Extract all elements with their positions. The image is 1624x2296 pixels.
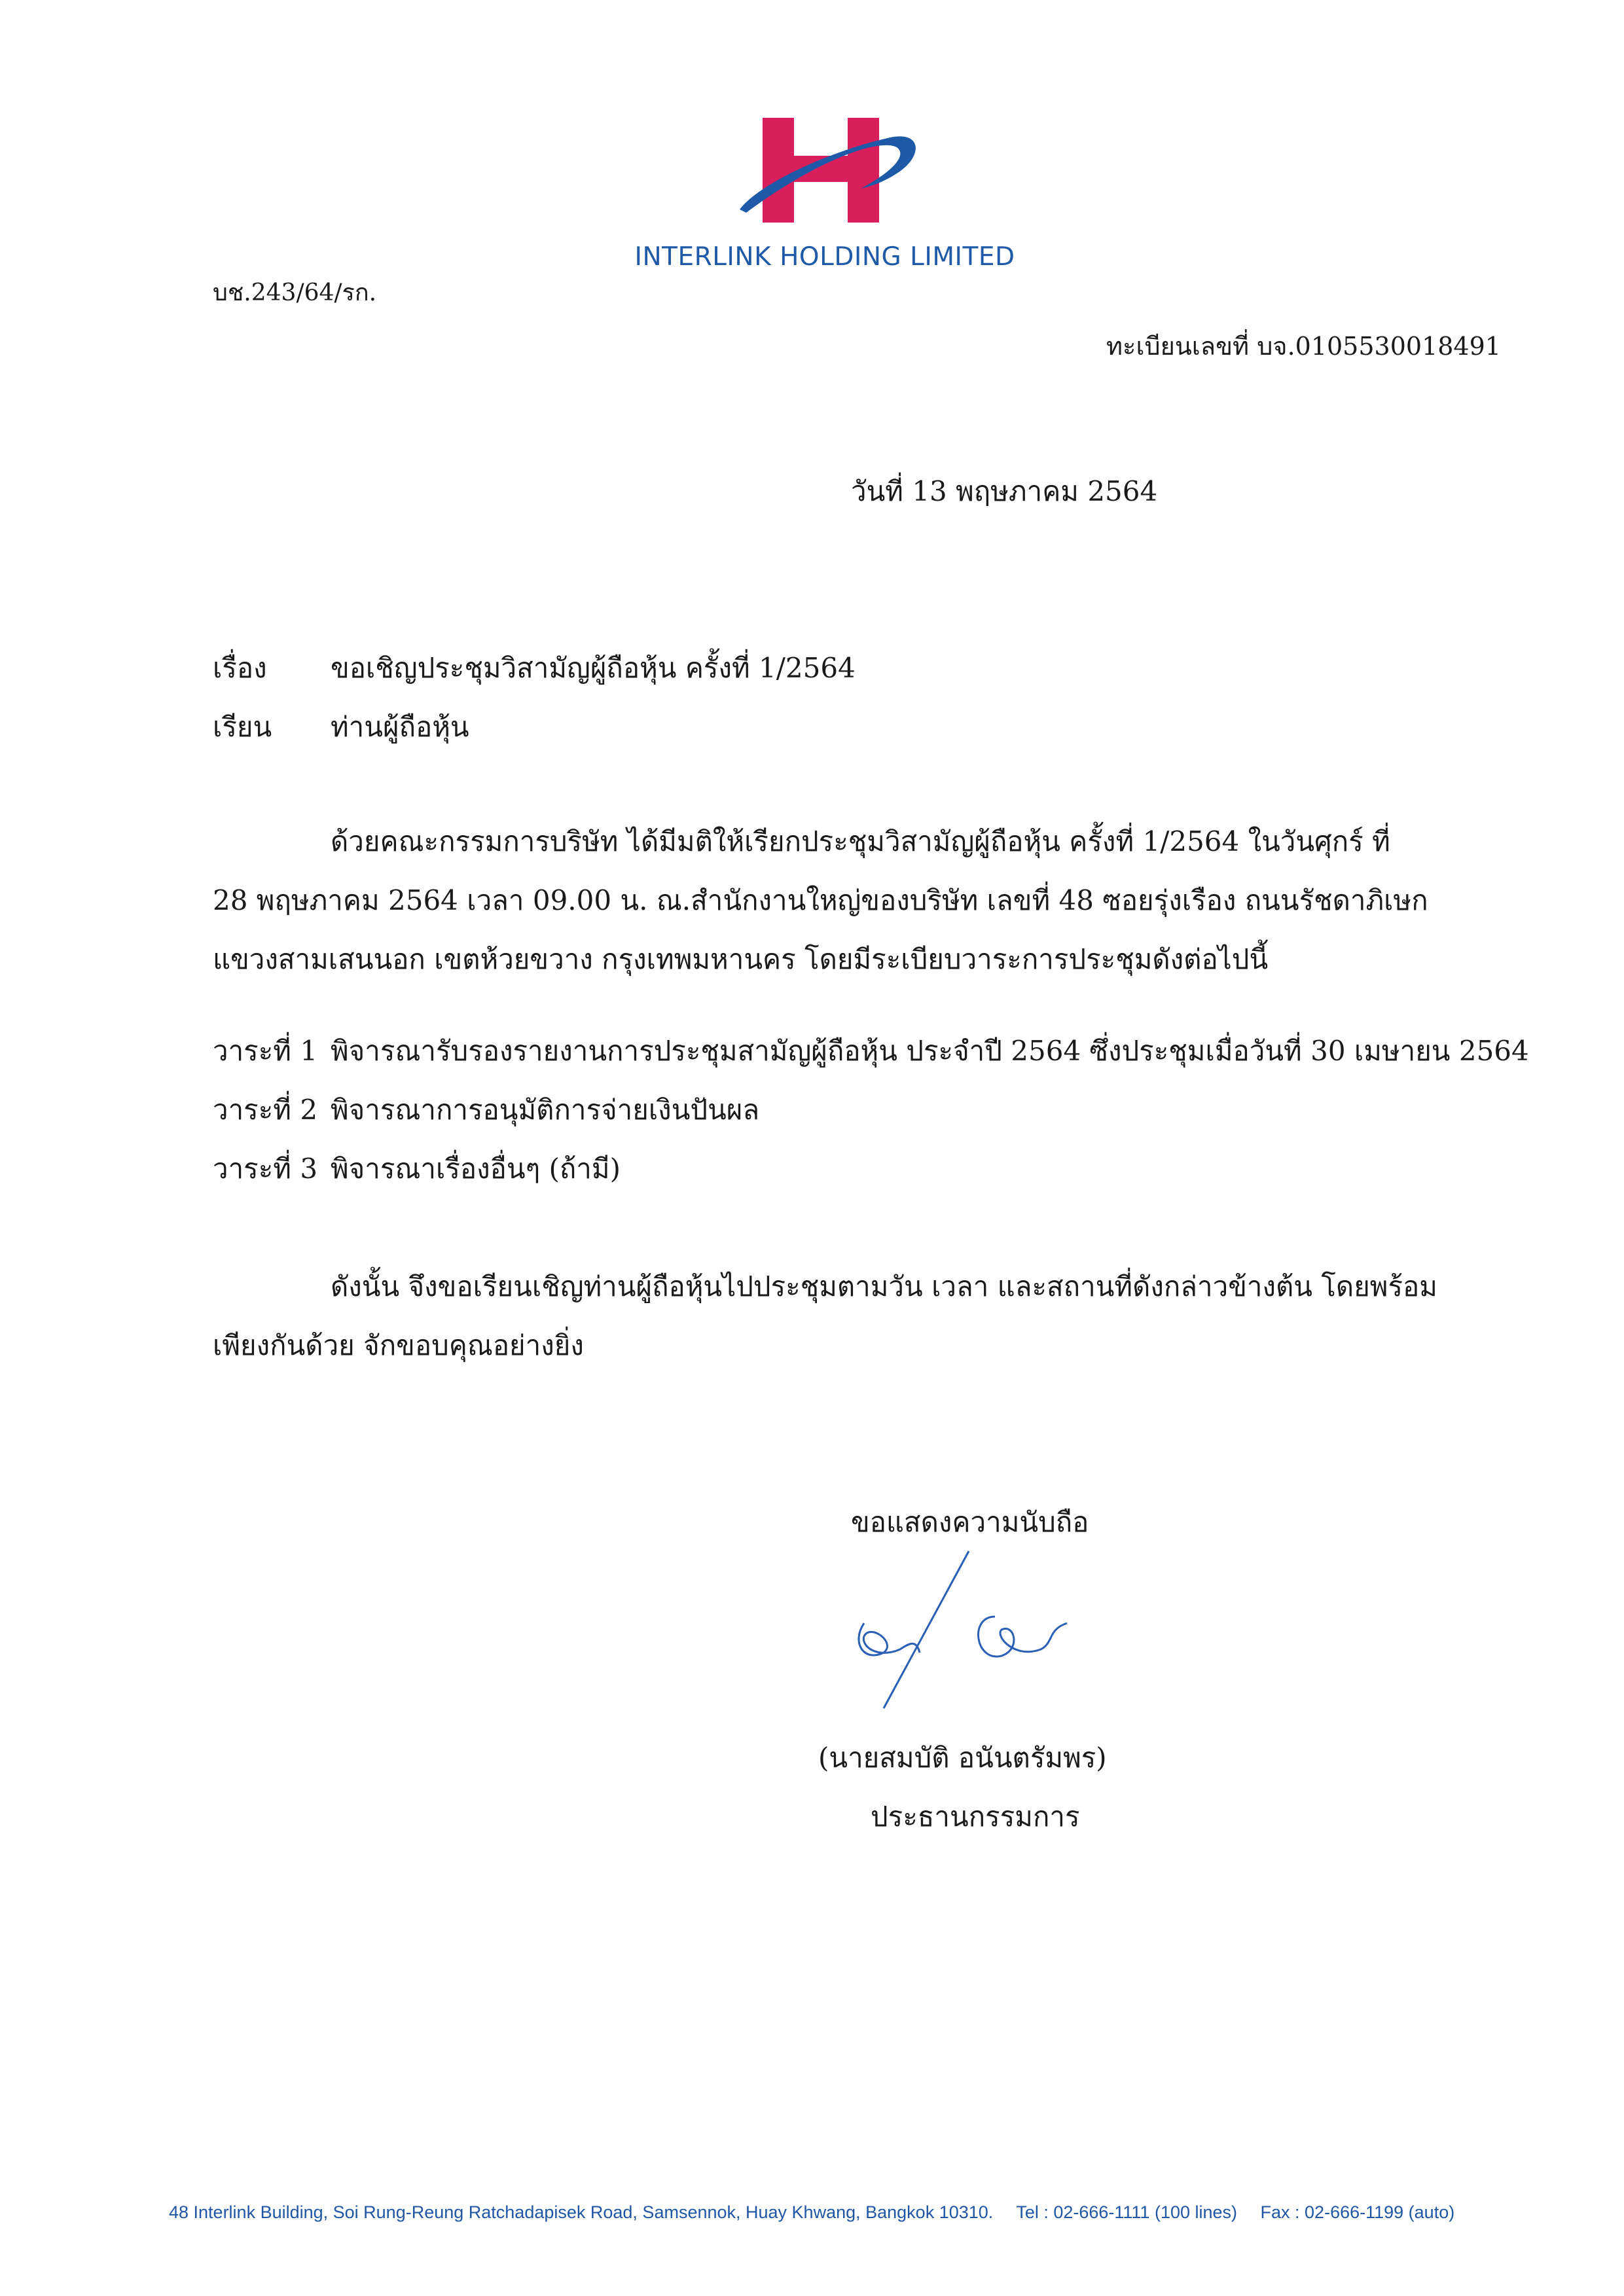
agenda-text: พิจารณาการอนุมัติการจ่ายเงินปันผล xyxy=(331,1094,760,1126)
interlink-h-logo xyxy=(733,111,923,236)
subject-label: เรื่อง xyxy=(213,652,267,684)
agenda-number: วาระที่ 1 xyxy=(213,1035,318,1067)
agenda-text: พิจารณารับรองรายงานการประชุมสามัญผู้ถือหุ้น ประจำปี 2564 ซึ่งประชุมเมื่อวันที่ 30 เมษายน 2564 xyxy=(331,1035,1529,1067)
document-date: วันที่ 13 พฤษภาคม 2564 xyxy=(851,475,1158,507)
footer-tel: Tel : 02-666-1111 (100 lines) xyxy=(1016,2202,1238,2222)
footer-fax: Fax : 02-666-1199 (auto) xyxy=(1260,2202,1455,2222)
signer-name: (นายสมบัติ อนันตรัมพร) xyxy=(818,1742,1107,1774)
body-paragraph-line: แขวงสามเสนนอก เขตห้วยขวาง กรุงเทพมหานคร โดยมีระเบียบวาระการประชุมดังต่อไปนี้ xyxy=(213,943,1269,975)
reference-number: บช.243/64/รก. xyxy=(213,279,377,306)
footer-contact xyxy=(169,2202,1455,2223)
body-paragraph-line: เพียงกันด้วย จักขอบคุณอย่างยิ่ง xyxy=(213,1329,584,1361)
agenda-text: พิจารณาเรื่องอื่นๆ (ถ้ามี) xyxy=(331,1153,621,1185)
footer-address: 48 Interlink Building, Soi Rung-Reung Ratchadapisek Road, Samsennok, Huay Khwang, Bangkok 10310. xyxy=(169,2202,994,2222)
closing-text: ขอแสดงความนับถือ xyxy=(851,1506,1089,1538)
signature xyxy=(844,1545,1106,1728)
to-label: เรียน xyxy=(213,711,272,743)
body-paragraph-line: ด้วยคณะกรรมการบริษัท ได้มีมติให้เรียกประชุมวิสามัญผู้ถือหุ้น ครั้งที่ 1/2564 ในวันศุกร์ ที่ xyxy=(331,825,1390,857)
agenda-number: วาระที่ 3 xyxy=(213,1153,318,1185)
body-paragraph-line: 28 พฤษภาคม 2564 เวลา 09.00 น. ณ.สำนักงานใหญ่ของบริษัท เลขที่ 48 ซอยรุ่งเรือง ถนนรัชดาภิเษก xyxy=(213,884,1428,916)
agenda-number: วาระที่ 2 xyxy=(213,1094,318,1126)
company-name: INTERLINK HOLDING LIMITED xyxy=(634,242,1015,272)
to-text: ท่านผู้ถือหุ้น xyxy=(331,711,469,743)
registration-number: ทะเบียนเลขที่ บจ.0105530018491 xyxy=(1106,332,1501,361)
signer-title: ประธานกรรมการ xyxy=(871,1801,1080,1833)
subject-text: ขอเชิญประชุมวิสามัญผู้ถือหุ้น ครั้งที่ 1/2564 xyxy=(331,652,856,684)
body-paragraph-line: ดังนั้น จึงขอเรียนเชิญท่านผู้ถือหุ้นไปประชุมตามวัน เวลา และสถานที่ดังกล่าวข้างต้น โดยพร้อม xyxy=(331,1270,1437,1302)
